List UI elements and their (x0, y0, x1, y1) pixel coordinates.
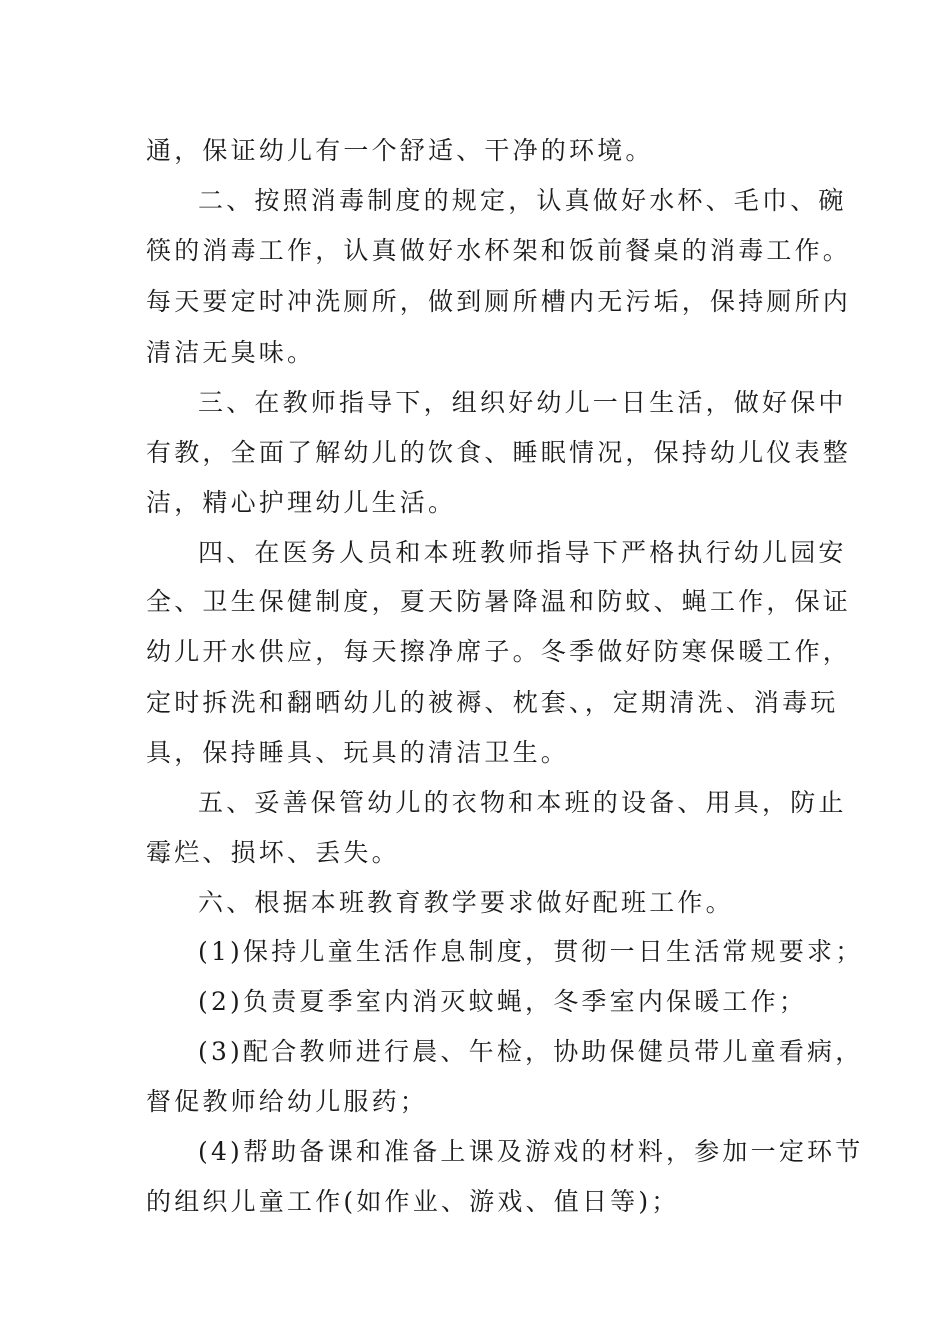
text-line: 具，保持睡具、玩具的清洁卫生。 (146, 738, 570, 767)
text-line: 五、妥善保管幼儿的衣物和本班的设备、用具，防止 (198, 788, 847, 817)
text-line: 清洁无臭味。 (146, 338, 316, 367)
text-line: 全、卫生保健制度，夏天防暑降温和防蚊、蝇工作，保证 (146, 587, 852, 616)
text-line: 每天要定时冲洗厕所，做到厕所槽内无污垢，保持厕所内 (146, 287, 852, 316)
text-line: (3)配合教师进行晨、午检，协助保健员带儿童看病， (198, 1037, 864, 1066)
text-line: 定时拆洗和翻晒幼儿的被褥、枕套、，定期清洗、消毒玩 (146, 688, 839, 717)
text-line: 四、在医务人员和本班教师指导下严格执行幼儿园安 (198, 538, 847, 567)
text-line: 六、根据本班教育教学要求做好配班工作。 (198, 888, 734, 917)
text-line: 霉烂、损坏、丢失。 (146, 838, 400, 867)
text-line: 通，保证幼儿有一个舒适、干净的环境。 (146, 136, 654, 165)
text-line: 督促教师给幼儿服药； (146, 1087, 429, 1116)
text-line: 筷的消毒工作，认真做好水杯架和饭前餐桌的消毒工作。 (146, 236, 852, 265)
text-line: 洁，精心护理幼儿生活。 (146, 488, 457, 517)
text-line: 有教，全面了解幼儿的饮食、睡眠情况，保持幼儿仪表整 (146, 438, 852, 467)
text-line: 幼儿开水供应，每天擦净席子。冬季做好防寒保暖工作， (146, 637, 852, 666)
text-line: 二、按照消毒制度的规定，认真做好水杯、毛巾、碗 (198, 186, 847, 215)
text-line: (1)保持儿童生活作息制度，贯彻一日生活常规要求； (198, 937, 864, 966)
text-line: (4)帮助备课和准备上课及游戏的材料，参加一定环节 (198, 1137, 864, 1166)
text-line: 的组织儿童工作(如作业、游戏、值日等)； (146, 1187, 680, 1216)
text-line: 三、在教师指导下，组织好幼儿一日生活，做好保中 (198, 388, 847, 417)
text-line: (2)负责夏季室内消灭蚊蝇，冬季室内保暖工作； (198, 987, 808, 1016)
